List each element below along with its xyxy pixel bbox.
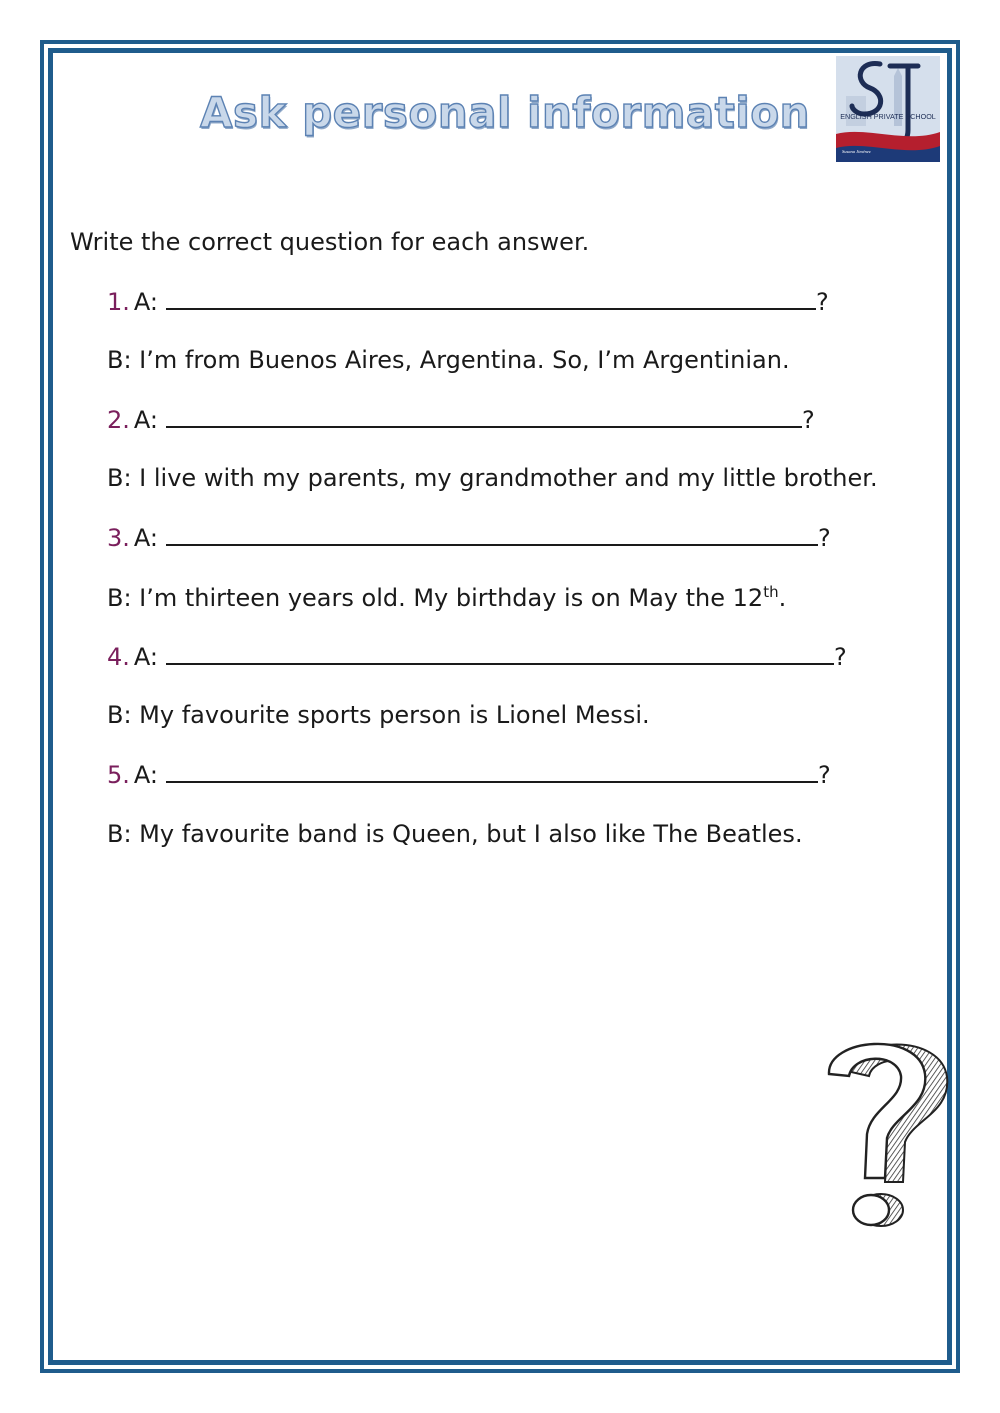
answer-text-2: B: I live with my parents, my grandmother and my little brother. [107, 464, 878, 492]
question-mark: ? [816, 288, 829, 316]
question-line-4 [107, 643, 847, 677]
question-line-5 [107, 761, 831, 795]
answer-text-1: B: I’m from Buenos Aires, Argentina. So, I’m Argentinian. [107, 346, 790, 374]
answer-blank-1[interactable] [166, 290, 816, 310]
a-label: A: [133, 643, 158, 671]
worksheet-title: Ask personal information [200, 88, 810, 137]
answer-blank-4[interactable] [166, 645, 834, 665]
a-label: A: [133, 524, 158, 552]
logo-text: ENGLISH PRIVATE SCHOOL [840, 112, 936, 121]
instruction-text: Write the correct question for each answer. [70, 228, 590, 256]
answer-text-5: B: My favourite band is Queen, but I also like The Beatles. [107, 820, 803, 848]
answer-blank-2[interactable] [166, 408, 802, 428]
question-line-3 [107, 524, 831, 558]
question-mark: ? [802, 406, 815, 434]
a-label: A: [133, 406, 158, 434]
question-number: 2. [107, 406, 130, 434]
a-label: A: [133, 288, 158, 316]
school-logo-icon [836, 56, 940, 162]
answer-blank-3[interactable] [166, 526, 818, 546]
answer-text-end: . [778, 584, 787, 612]
question-number: 4. [107, 643, 130, 671]
question-mark: ? [818, 524, 831, 552]
a-label: A: [133, 761, 158, 789]
question-mark-icon [815, 1030, 950, 1230]
question-number: 1. [107, 288, 130, 316]
question-line-2 [107, 406, 815, 440]
answer-text-3 [107, 583, 786, 612]
logo-tagline: Susana Jiménez [842, 149, 871, 154]
ordinal-suffix: th [763, 583, 779, 601]
question-number: 3. [107, 524, 130, 552]
question-mark: ? [834, 643, 847, 671]
answer-blank-5[interactable] [166, 763, 818, 783]
question-line-1 [107, 288, 829, 322]
question-number: 5. [107, 761, 130, 789]
question-mark: ? [818, 761, 831, 789]
answer-text-4: B: My favourite sports person is Lionel Messi. [107, 701, 650, 729]
answer-text-main: B: I’m thirteen years old. My birthday is on May the 12 [107, 584, 764, 612]
